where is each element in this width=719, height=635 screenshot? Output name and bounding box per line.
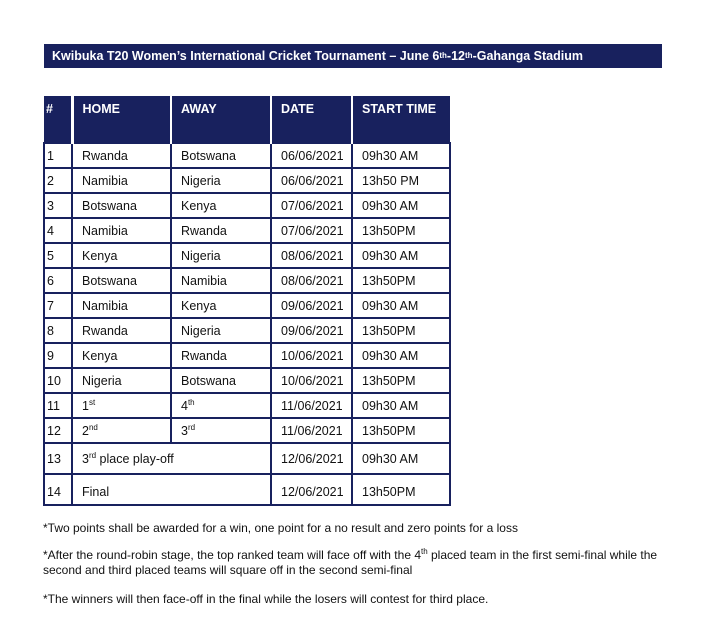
cell-time: 09h30 AM (352, 243, 450, 268)
tournament-title: Kwibuka T20 Women’s International Cricket Tournament – June 6 th -12 th -Gahanga Stadium (44, 44, 662, 68)
table-row (44, 193, 450, 218)
cell-away: Kenya (171, 193, 271, 218)
note-semifinals: *After the round-robin stage, the top ranked team will face off with the 4th placed team in the first semi-final while the second and third placed teams will square off in the second semi-final (43, 547, 658, 577)
cell-num: 4 (44, 218, 72, 243)
cell-date: 07/06/2021 (271, 218, 352, 243)
cell-time: 09h30 AM (352, 343, 450, 368)
table-row (44, 343, 450, 368)
header-home: HOME (72, 96, 171, 143)
cell-home: Rwanda (72, 143, 171, 168)
table-row (44, 218, 450, 243)
cell-home: Kenya (72, 343, 171, 368)
cell-away: Rwanda (171, 343, 271, 368)
table-row (44, 318, 450, 343)
cell-time: 13h50PM (352, 218, 450, 243)
cell-time: 09h30 AM (352, 143, 450, 168)
cell-away: Namibia (171, 268, 271, 293)
header-num: # (44, 96, 72, 143)
cell-num: 5 (44, 243, 72, 268)
cell-away: Nigeria (171, 243, 271, 268)
cell-date: 09/06/2021 (271, 293, 352, 318)
cell-home: Botswana (72, 193, 171, 218)
table-row-semi-2: 12 2nd 3rd 11/06/2021 13h50PM (44, 418, 450, 443)
table-row (44, 243, 450, 268)
cell-date: 08/06/2021 (271, 268, 352, 293)
cell-date: 10/06/2021 (271, 368, 352, 393)
cell-num: 7 (44, 293, 72, 318)
cell-date: 07/06/2021 (271, 193, 352, 218)
cell-home: Botswana (72, 268, 171, 293)
note-points: *Two points shall be awarded for a win, one point for a no result and zero points for a loss (43, 521, 518, 535)
cell-date: 10/06/2021 (271, 343, 352, 368)
table-row (44, 268, 450, 293)
cell-num: 1 (44, 143, 72, 168)
header-date: DATE (271, 96, 352, 143)
cell-home: Namibia (72, 293, 171, 318)
table-row (44, 168, 450, 193)
table-row-final: 14 Final 12/06/2021 13h50PM (44, 474, 450, 505)
table-row-playoff: 13 3rd place play-off 12/06/2021 09h30 AM (44, 443, 450, 474)
cell-num: 3 (44, 193, 72, 218)
fixtures-table (43, 96, 451, 506)
cell-num: 6 (44, 268, 72, 293)
cell-away: Botswana (171, 368, 271, 393)
footnotes (43, 521, 683, 619)
cell-date: 06/06/2021 (271, 143, 352, 168)
table-row (44, 143, 450, 168)
cell-home: Nigeria (72, 368, 171, 393)
cell-home: Kenya (72, 243, 171, 268)
cell-time: 13h50 PM (352, 168, 450, 193)
cell-date: 06/06/2021 (271, 168, 352, 193)
cell-time: 09h30 AM (352, 193, 450, 218)
cell-away: Rwanda (171, 218, 271, 243)
cell-home: Rwanda (72, 318, 171, 343)
cell-num: 10 (44, 368, 72, 393)
table-row (44, 293, 450, 318)
cell-home: Namibia (72, 168, 171, 193)
table-row-semi-1: 11 1st 4th 11/06/2021 09h30 AM (44, 393, 450, 418)
cell-num: 9 (44, 343, 72, 368)
table-row (44, 368, 450, 393)
cell-away: Kenya (171, 293, 271, 318)
cell-date: 08/06/2021 (271, 243, 352, 268)
cell-time: 13h50PM (352, 268, 450, 293)
cell-num: 2 (44, 168, 72, 193)
cell-num: 8 (44, 318, 72, 343)
cell-time: 13h50PM (352, 318, 450, 343)
cell-away: Botswana (171, 143, 271, 168)
cell-time: 09h30 AM (352, 293, 450, 318)
cell-away: Nigeria (171, 168, 271, 193)
header-away: AWAY (171, 96, 271, 143)
note-final: *The winners will then face-off in the final while the losers will contest for third place. (43, 592, 489, 606)
cell-away: Nigeria (171, 318, 271, 343)
header-start-time: START TIME (352, 96, 450, 143)
header-row (44, 96, 450, 143)
cell-time: 13h50PM (352, 368, 450, 393)
cell-home: Namibia (72, 218, 171, 243)
cell-date: 09/06/2021 (271, 318, 352, 343)
